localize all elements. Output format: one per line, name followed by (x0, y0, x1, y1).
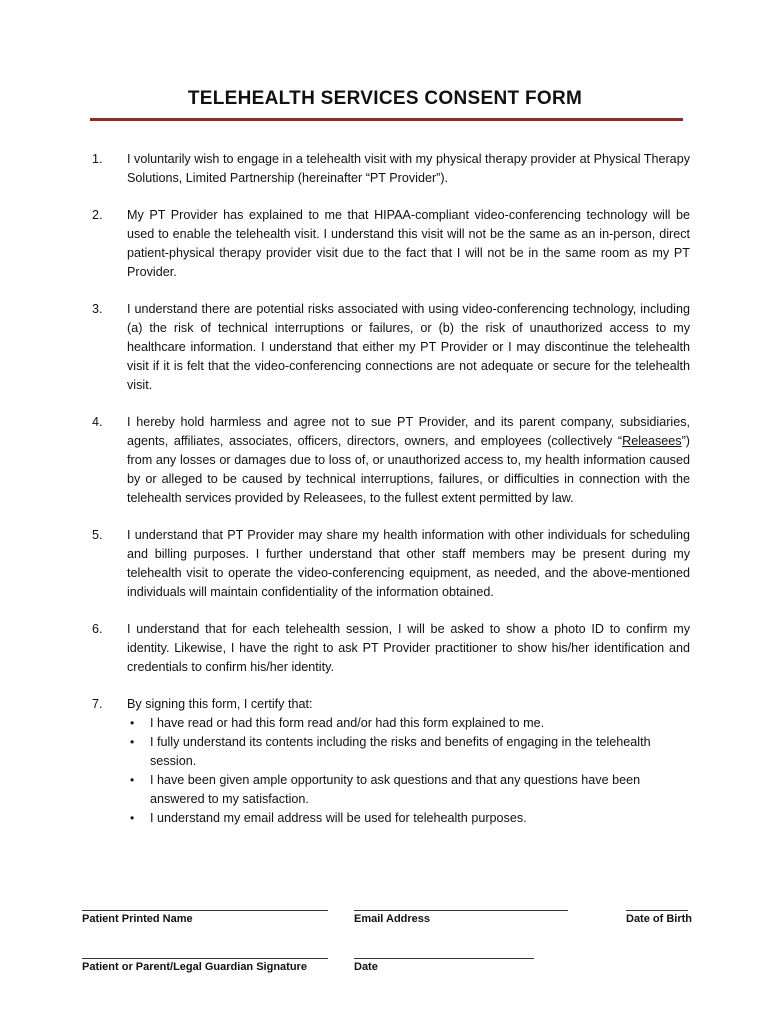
guardian-signature-label: Patient or Parent/Legal Guardian Signature (82, 961, 307, 973)
consent-item-3 (92, 300, 690, 395)
bullet-icon: • (130, 811, 135, 825)
bullet-item: • I have been given ample opportunity to ask questions and that any questions have been answered to my satisfaction. (130, 773, 641, 806)
dob-label: Date of Birth (626, 913, 692, 925)
consent-item-1 (92, 150, 690, 188)
consent-item-2 (92, 206, 690, 282)
item-number: 5. (92, 528, 103, 542)
item-text-before: I hereby hold harmless and agree not to sue PT Provider, and its parent company, subsidiaries, agents, affiliates, associates, officers, directors, owners, and employees (collectively “ (127, 415, 690, 448)
item-text-after: ”) from any losses or damages due to loss of, or unauthorized access to, my health information caused by or alleged to be caused by technical interruptions, failures, or difficulties in connection with the telehealth services provided by Releasees, to the fullest extent permitted by law. (127, 434, 690, 505)
dob-line[interactable] (626, 910, 688, 911)
item-text: My PT Provider has explained to me that HIPAA-compliant video-conferencing technology will be used to enable the telehealth visit. I understand this visit will not be the same as an in-person, direct patient-physical therapy provider visit due to the fact that I will not be in the same room as my PT Provider. (127, 208, 690, 279)
certify-intro: By signing this form, I certify that: (127, 697, 313, 711)
releasees-term: Releasees (622, 434, 682, 448)
patient-name-label: Patient Printed Name (82, 913, 193, 925)
email-line[interactable] (354, 910, 568, 911)
item-number: 1. (92, 152, 103, 166)
bullet-icon: • (130, 735, 135, 749)
item-number: 4. (92, 415, 103, 429)
form-title: TELEHEALTH SERVICES CONSENT FORM (187, 88, 583, 109)
item-text: I understand there are potential risks associated with using video-conferencing technology, including (a) the risk of technical interruptions or failures, or (b) the risk of unauthorized access to my healthcare information. I understand that either my PT Provider or I may discontinue the telehealth visit if it is felt that the video-conferencing connections are not adequate or secure for the telehealth visit. (127, 302, 690, 392)
item-text (127, 413, 690, 508)
item-number: 7. (92, 697, 103, 711)
consent-item-7 (92, 695, 690, 828)
item-number: 2. (92, 208, 103, 222)
bullet-icon: • (130, 773, 135, 787)
certify-bullets (127, 714, 690, 828)
title-rule (90, 118, 683, 121)
item-text: I voluntarily wish to engage in a telehealth visit with my physical therapy provider at Physical Therapy Solutions, Limited Partnership (hereinafter “PT Provider”). (127, 152, 690, 185)
consent-item-5 (92, 526, 690, 602)
consent-item-6 (92, 620, 690, 677)
date-label: Date (354, 961, 378, 973)
bullet-item: • I have read or had this form read and/or had this form explained to me. (127, 714, 690, 733)
bullet-item: • I understand my email address will be used for telehealth purposes. (127, 809, 690, 828)
date-line[interactable] (354, 958, 534, 959)
item-number: 6. (92, 622, 103, 636)
consent-item-4 (92, 413, 690, 508)
patient-name-line[interactable] (82, 910, 328, 911)
guardian-signature-line[interactable] (82, 958, 328, 959)
item-number: 3. (92, 302, 103, 316)
item-text (127, 695, 690, 828)
item-text: I understand that for each telehealth session, I will be asked to show a photo ID to confirm my identity. Likewise, I have the right to ask PT Provider practitioner to show his/her identification and credentials to confirm his/her identity. (127, 622, 690, 674)
consent-list (92, 150, 690, 846)
item-text: I understand that PT Provider may share my health information with other individuals for scheduling and billing purposes. I further understand that other staff members may be present during my telehealth visit to operate the video-conferencing equipment, as needed, and the above-mentioned individuals will maintain confidentiality of the information obtained. (127, 528, 690, 599)
bullet-item: • I fully understand its contents including the risks and benefits of engaging in the telehealth session. (130, 735, 651, 768)
bullet-icon: • (130, 716, 135, 730)
email-label: Email Address (354, 913, 431, 925)
